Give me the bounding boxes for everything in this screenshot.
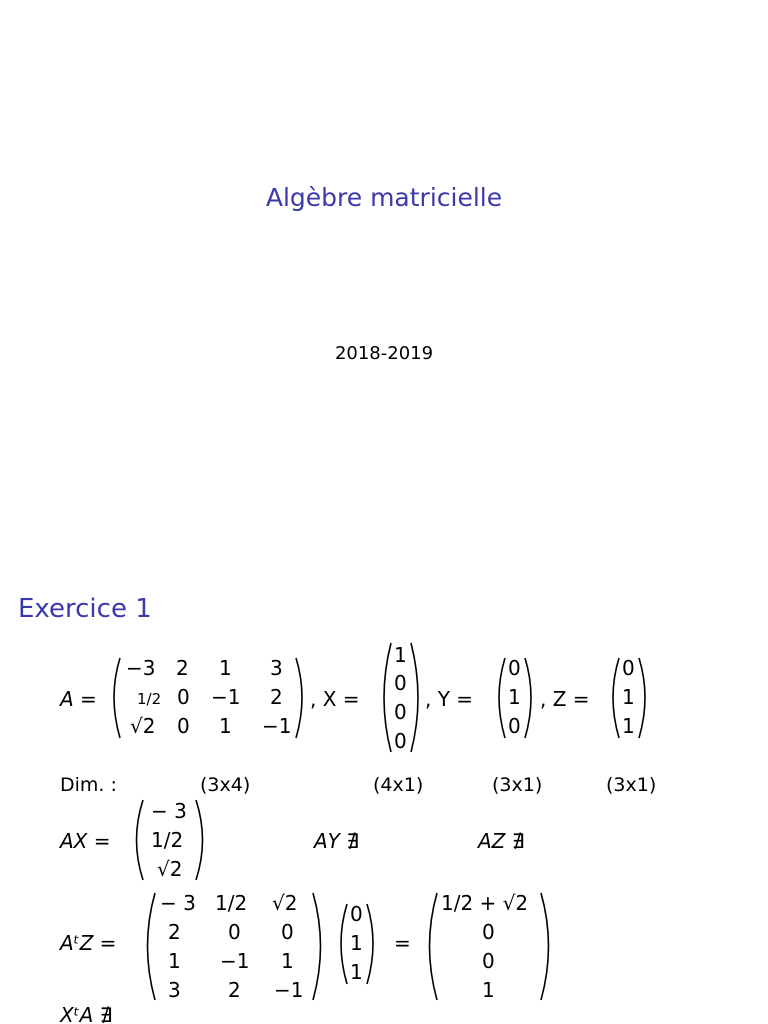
AtZ-cell: 0 bbox=[482, 949, 495, 973]
dim-X: (4x1) bbox=[373, 774, 424, 796]
AtZ-cell: 1 bbox=[482, 978, 495, 1002]
Z2-left-paren bbox=[341, 904, 347, 984]
A-cell: 0 bbox=[177, 714, 190, 738]
At-left-paren bbox=[148, 893, 156, 1000]
At-cell: 0 bbox=[281, 920, 294, 944]
X-cell: 0 bbox=[394, 671, 407, 695]
At-cell: 2 bbox=[228, 978, 241, 1002]
AX-cell: 1/2 bbox=[151, 828, 184, 852]
AZ-not-exist: AZ ∄ bbox=[478, 829, 525, 853]
AtZ-right-paren bbox=[541, 893, 549, 1000]
Y-left-paren bbox=[499, 658, 505, 738]
AtZ-cell: 0 bbox=[482, 920, 495, 944]
At-cell: 3 bbox=[168, 978, 181, 1002]
section-heading: Exercice 1 bbox=[18, 594, 152, 624]
A-cell: 1 bbox=[219, 714, 232, 738]
AX-cell: − 3 bbox=[151, 799, 187, 823]
Z2-cell: 1 bbox=[350, 931, 363, 955]
At-cell: 1 bbox=[168, 949, 181, 973]
Y-cell: 0 bbox=[508, 714, 521, 738]
Z-left-paren bbox=[613, 658, 619, 738]
At-cell: −1 bbox=[220, 949, 250, 973]
AtZ-left-paren bbox=[430, 893, 438, 1000]
Z-cell: 0 bbox=[622, 656, 635, 680]
X-equals-label: , X = bbox=[310, 687, 360, 711]
Z-right-paren bbox=[639, 658, 645, 738]
AX-equals-label: AX = bbox=[60, 829, 111, 853]
AX-cell: √2 bbox=[157, 857, 183, 881]
A-cell: 0 bbox=[177, 685, 190, 709]
X-cell: 0 bbox=[394, 729, 407, 753]
At-cell: 1 bbox=[281, 949, 294, 973]
X-right-paren bbox=[411, 643, 418, 752]
X-cell: 0 bbox=[394, 700, 407, 724]
A-cell: √2 bbox=[130, 714, 156, 738]
At-cell: − 3 bbox=[160, 891, 196, 915]
X-left-paren bbox=[384, 643, 391, 752]
AtZ-equals-label: AᵗZ = bbox=[60, 931, 117, 955]
Z-cell: 1 bbox=[622, 714, 635, 738]
At-cell: −1 bbox=[274, 978, 304, 1002]
AX-left-paren bbox=[137, 800, 144, 880]
Y-equals-label: , Y = bbox=[425, 687, 474, 711]
page-title: Algèbre matricielle bbox=[265, 183, 503, 212]
At-cell: 2 bbox=[168, 920, 181, 944]
A-left-paren bbox=[114, 658, 120, 738]
Z-cell: 1 bbox=[622, 685, 635, 709]
AtZ-cell: 1/2 + √2 bbox=[441, 891, 529, 915]
Z2-right-paren bbox=[367, 904, 373, 984]
AY-not-exist: AY ∄ bbox=[314, 829, 359, 853]
A-cell: −1 bbox=[211, 685, 241, 709]
At-cell: 1/2 bbox=[215, 891, 248, 915]
dim-Y: (3x1) bbox=[492, 774, 543, 796]
XtA-not-exist: XᵗA ∄ bbox=[60, 1003, 113, 1024]
A-equals-label: A = bbox=[60, 687, 97, 711]
Z2-cell: 1 bbox=[350, 960, 363, 984]
A-cell: −3 bbox=[126, 656, 156, 680]
At-cell: 0 bbox=[228, 920, 241, 944]
dim-Z: (3x1) bbox=[606, 774, 657, 796]
A-cell: 3 bbox=[270, 656, 283, 680]
A-cell: 2 bbox=[176, 656, 189, 680]
X-cell: 1 bbox=[394, 643, 407, 667]
A-cell: 1/2 bbox=[137, 690, 162, 708]
academic-year: 2018-2019 bbox=[334, 343, 434, 364]
AX-right-paren bbox=[196, 800, 203, 880]
Y-cell: 0 bbox=[508, 656, 521, 680]
dim-A: (3x4) bbox=[200, 774, 251, 796]
Y-cell: 1 bbox=[508, 685, 521, 709]
At-right-paren bbox=[313, 893, 321, 1000]
A-cell: −1 bbox=[262, 714, 292, 738]
At-cell: √2 bbox=[272, 891, 298, 915]
A-cell: 2 bbox=[270, 685, 283, 709]
Z-equals-label: , Z = bbox=[540, 687, 590, 711]
A-right-paren bbox=[296, 658, 302, 738]
equals-sign: = bbox=[394, 931, 411, 955]
Z2-cell: 0 bbox=[350, 902, 363, 926]
A-cell: 1 bbox=[219, 656, 232, 680]
dim-label: Dim. : bbox=[60, 774, 117, 796]
Y-right-paren bbox=[525, 658, 531, 738]
